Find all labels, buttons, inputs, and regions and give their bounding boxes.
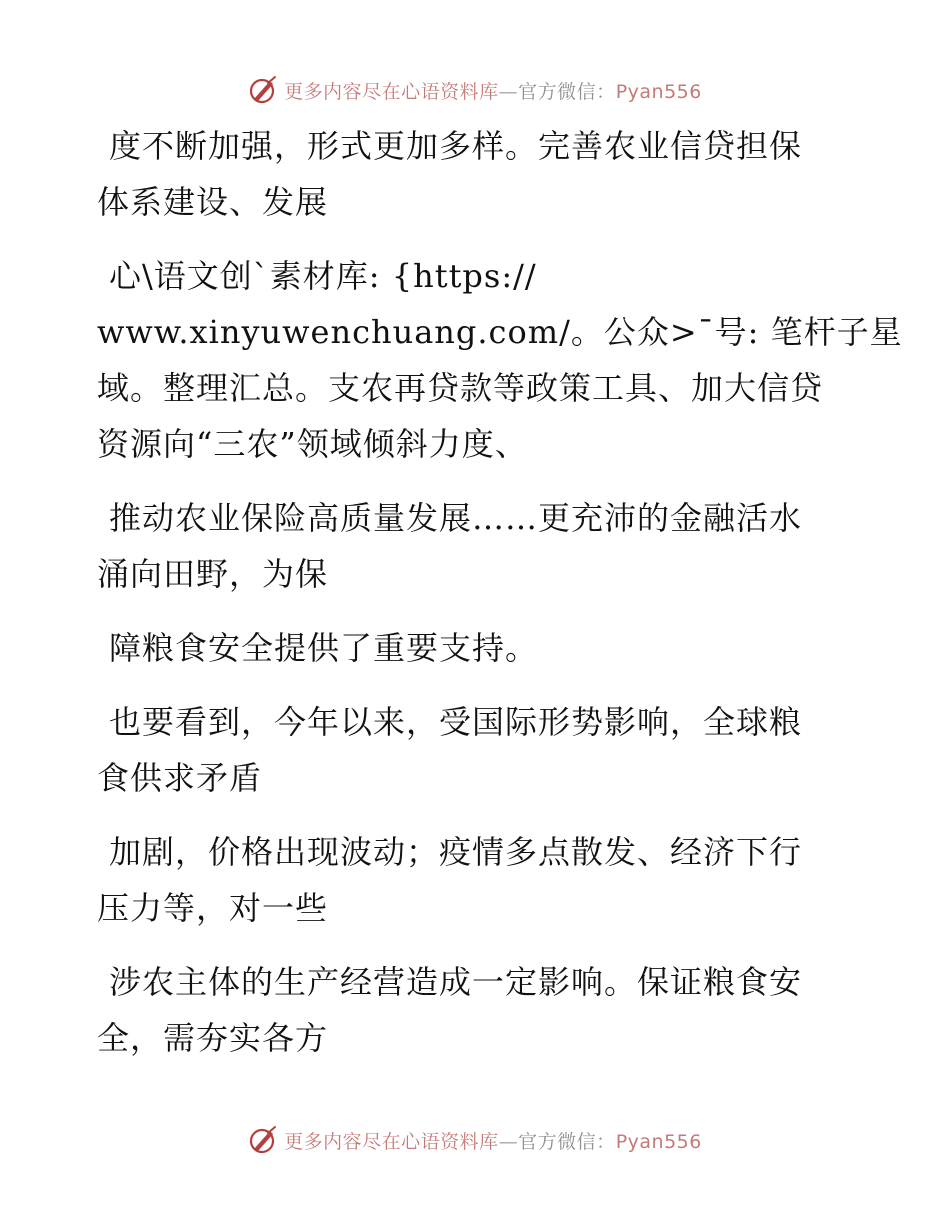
header-banner-text: [284, 77, 702, 104]
header-separator: —: [498, 80, 519, 103]
paragraph-2: [97, 248, 903, 472]
footer-wechat-id: Pyan556: [615, 1130, 702, 1153]
text-line: 资源向“三农”领域倾斜力度、: [97, 425, 528, 463]
paragraph-3: [97, 490, 857, 602]
quill-pen-icon: [248, 75, 278, 105]
header-wechat-id: Pyan556: [615, 80, 702, 103]
text-line: 食供求矛盾: [97, 759, 263, 797]
text-line: 体系建设、发展: [97, 183, 329, 221]
text-line: 障粮食安全提供了重要支持。: [109, 629, 539, 667]
quill-pen-icon: [248, 1125, 278, 1155]
text-line: 也要看到，今年以来，受国际形势影响，全球粮: [109, 703, 803, 741]
footer-banner-text: [284, 1127, 702, 1154]
text-line: 域。整理汇总。支农再贷款等政策工具、加大信贷: [97, 369, 824, 407]
paragraph-1: [97, 118, 857, 230]
paragraph-6: [97, 824, 857, 936]
footer-separator: —: [498, 1130, 519, 1153]
footer-banner: [0, 1120, 950, 1160]
header-wechat-label: 官方微信：: [518, 80, 616, 103]
text-line: www.xinyuwenchuang.com/。公众>¯号: 笔杆子星: [97, 313, 903, 351]
text-line: 涌向田野，为保: [97, 555, 329, 593]
paragraph-5: [97, 694, 857, 806]
paragraph-7: [97, 954, 857, 1066]
header-brand-text: 更多内容尽在心语资料库: [284, 80, 499, 103]
footer-wechat-label: 官方微信：: [518, 1130, 616, 1153]
text-line: 度不断加强，形式更加多样。完善农业信贷担保: [109, 127, 803, 165]
text-line: 全，需夯实各方: [97, 1019, 329, 1057]
footer-brand-text: 更多内容尽在心语资料库: [284, 1130, 499, 1153]
header-banner: [0, 70, 950, 110]
paragraph-4: [97, 620, 857, 676]
text-line: 涉农主体的生产经营造成一定影响。保证粮食安: [109, 963, 803, 1001]
document-body: [97, 118, 903, 1084]
text-line: 压力等，对一些: [97, 889, 329, 927]
text-line: 加剧，价格出现波动；疫情多点散发、经济下行: [109, 833, 803, 871]
text-line: 推动农业保险高质量发展……更充沛的金融活水: [109, 499, 803, 537]
text-line: 心\语文创`素材库: {https://: [109, 257, 537, 295]
